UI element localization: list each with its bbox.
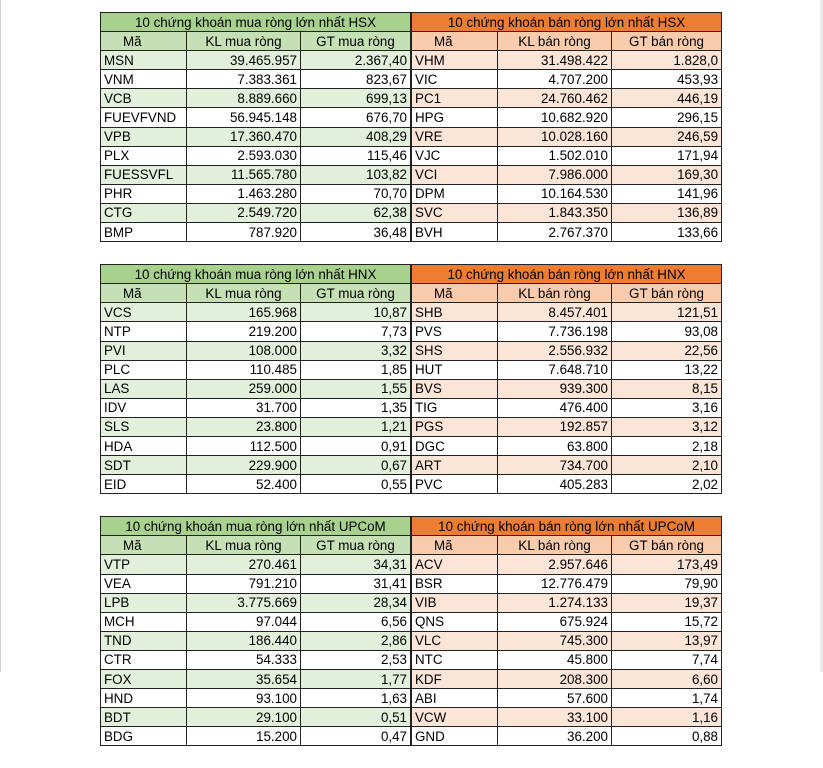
- value-cell: 446,19: [612, 89, 722, 108]
- table-row: [412, 436, 722, 455]
- table-row: [412, 165, 722, 184]
- table-row: [412, 398, 722, 417]
- stock-code-cell: VCW: [412, 708, 498, 727]
- volume-cell: 52.400: [187, 475, 301, 494]
- volume-cell: 93.100: [187, 689, 301, 708]
- volume-cell: 8.457.401: [498, 303, 612, 322]
- value-cell: 115,46: [301, 146, 411, 165]
- stock-code-cell: FUEVFVND: [101, 108, 187, 127]
- stock-code-cell: NTC: [412, 650, 498, 669]
- volume-cell: 2.549.720: [187, 203, 301, 222]
- value-cell: 34,31: [301, 555, 411, 574]
- stock-code-cell: VIB: [412, 593, 498, 612]
- value-cell: 13,97: [612, 631, 722, 650]
- stock-code-cell: MCH: [101, 612, 187, 631]
- volume-cell: 35.654: [187, 670, 301, 689]
- stock-code-cell: VCB: [101, 89, 187, 108]
- stock-code-cell: VCI: [412, 165, 498, 184]
- value-cell: 0,55: [301, 475, 411, 494]
- volume-cell: 36.200: [498, 727, 612, 746]
- buy-table-title: 10 chứng khoán mua ròng lớn nhất HSX: [101, 13, 411, 32]
- value-cell: 173,49: [612, 555, 722, 574]
- table-row: [101, 417, 411, 436]
- stock-code-cell: HDA: [101, 436, 187, 455]
- value-cell: 2,53: [301, 650, 411, 669]
- value-cell: 121,51: [612, 303, 722, 322]
- stock-code-cell: SHB: [412, 303, 498, 322]
- value-cell: 79,90: [612, 574, 722, 593]
- table-row: [412, 51, 722, 70]
- volume-cell: 7.986.000: [498, 165, 612, 184]
- volume-cell: 97.044: [187, 612, 301, 631]
- value-cell: 1,35: [301, 398, 411, 417]
- table-row: [412, 360, 722, 379]
- value-column-header: GT mua ròng: [301, 284, 411, 303]
- volume-cell: 10.164.530: [498, 184, 612, 203]
- value-cell: 31,41: [301, 574, 411, 593]
- value-cell: 1,55: [301, 379, 411, 398]
- table-row: [101, 708, 411, 727]
- value-cell: 0,91: [301, 436, 411, 455]
- stock-code-cell: FOX: [101, 670, 187, 689]
- table-row: [412, 650, 722, 669]
- stock-code-cell: PLX: [101, 146, 187, 165]
- volume-cell: 192.857: [498, 417, 612, 436]
- volume-column-header: KL mua ròng: [187, 536, 301, 555]
- column-header-row: [101, 32, 411, 51]
- table-row: [412, 379, 722, 398]
- code-column-header: Mã: [101, 536, 187, 555]
- value-cell: 2.367,40: [301, 51, 411, 70]
- table-row: [412, 417, 722, 436]
- volume-cell: 219.200: [187, 322, 301, 341]
- code-column-header: Mã: [412, 284, 498, 303]
- volume-cell: 2.556.932: [498, 341, 612, 360]
- page-left-border: [0, 0, 1, 672]
- stock-code-cell: VCS: [101, 303, 187, 322]
- value-cell: 246,59: [612, 127, 722, 146]
- column-header-row: [412, 32, 722, 51]
- value-cell: 3,32: [301, 341, 411, 360]
- table-row: [412, 475, 722, 494]
- value-cell: 296,15: [612, 108, 722, 127]
- stock-code-cell: PGS: [412, 417, 498, 436]
- table-row: [101, 398, 411, 417]
- volume-cell: 208.300: [498, 670, 612, 689]
- value-cell: 6,56: [301, 612, 411, 631]
- value-cell: 169,30: [612, 165, 722, 184]
- value-cell: 19,37: [612, 593, 722, 612]
- volume-cell: 11.565.780: [187, 165, 301, 184]
- stock-code-cell: ART: [412, 456, 498, 475]
- table-row: [412, 689, 722, 708]
- volume-cell: 229.900: [187, 456, 301, 475]
- volume-cell: 1.274.133: [498, 593, 612, 612]
- table-row: [101, 184, 411, 203]
- stock-code-cell: BDG: [101, 727, 187, 746]
- table-row: [101, 303, 411, 322]
- value-cell: 141,96: [612, 184, 722, 203]
- stock-code-cell: FUESSVFL: [101, 165, 187, 184]
- buy-table-title: 10 chứng khoán mua ròng lớn nhất UPCoM: [101, 517, 411, 536]
- table-row: [412, 184, 722, 203]
- volume-cell: 270.461: [187, 555, 301, 574]
- volume-cell: 476.400: [498, 398, 612, 417]
- volume-column-header: KL bán ròng: [498, 536, 612, 555]
- table-row: [101, 322, 411, 341]
- value-cell: 1,16: [612, 708, 722, 727]
- volume-cell: 45.800: [498, 650, 612, 669]
- table-row: [101, 146, 411, 165]
- table-row: [412, 127, 722, 146]
- table-row: [101, 89, 411, 108]
- stock-code-cell: QNS: [412, 612, 498, 631]
- table-row: [412, 341, 722, 360]
- value-cell: 70,70: [301, 184, 411, 203]
- stock-code-cell: KDF: [412, 670, 498, 689]
- stock-code-cell: MSN: [101, 51, 187, 70]
- volume-cell: 2.593.030: [187, 146, 301, 165]
- stock-code-cell: CTR: [101, 650, 187, 669]
- value-cell: 103,82: [301, 165, 411, 184]
- value-cell: 15,72: [612, 612, 722, 631]
- table-row: [412, 223, 722, 242]
- volume-cell: 7.736.198: [498, 322, 612, 341]
- stock-code-cell: SVC: [412, 203, 498, 222]
- stock-code-cell: VPB: [101, 127, 187, 146]
- volume-cell: 8.889.660: [187, 89, 301, 108]
- volume-cell: 39.465.957: [187, 51, 301, 70]
- value-cell: 0,88: [612, 727, 722, 746]
- volume-cell: 675.924: [498, 612, 612, 631]
- stock-code-cell: BSR: [412, 574, 498, 593]
- table-row: [412, 593, 722, 612]
- hnx-buy-table: [100, 264, 411, 494]
- value-cell: 133,66: [612, 223, 722, 242]
- volume-cell: 12.776.479: [498, 574, 612, 593]
- volume-cell: 112.500: [187, 436, 301, 455]
- buy-table-title: 10 chứng khoán mua ròng lớn nhất HNX: [101, 265, 411, 284]
- table-row: [101, 360, 411, 379]
- value-cell: 823,67: [301, 70, 411, 89]
- stock-code-cell: SHS: [412, 341, 498, 360]
- value-cell: 0,67: [301, 456, 411, 475]
- table-row: [101, 127, 411, 146]
- stock-code-cell: HUT: [412, 360, 498, 379]
- table-row: [412, 322, 722, 341]
- volume-cell: 63.800: [498, 436, 612, 455]
- volume-cell: 405.283: [498, 475, 612, 494]
- stock-code-cell: BDT: [101, 708, 187, 727]
- stock-code-cell: BVH: [412, 223, 498, 242]
- value-cell: 3,16: [612, 398, 722, 417]
- value-cell: 62,38: [301, 203, 411, 222]
- volume-cell: 108.000: [187, 341, 301, 360]
- value-cell: 28,34: [301, 593, 411, 612]
- stock-code-cell: VRE: [412, 127, 498, 146]
- volume-cell: 17.360.470: [187, 127, 301, 146]
- value-cell: 3,12: [612, 417, 722, 436]
- stock-code-cell: GND: [412, 727, 498, 746]
- volume-column-header: KL bán ròng: [498, 284, 612, 303]
- column-header-row: [412, 284, 722, 303]
- hsx-section: [100, 12, 720, 242]
- value-cell: 676,70: [301, 108, 411, 127]
- volume-cell: 10.682.920: [498, 108, 612, 127]
- stock-code-cell: VJC: [412, 146, 498, 165]
- code-column-header: Mã: [101, 284, 187, 303]
- table-row: [101, 555, 411, 574]
- table-row: [101, 51, 411, 70]
- value-cell: 8,15: [612, 379, 722, 398]
- stock-code-cell: SDT: [101, 456, 187, 475]
- table-row: [101, 203, 411, 222]
- stock-code-cell: IDV: [101, 398, 187, 417]
- volume-cell: 23.800: [187, 417, 301, 436]
- table-row: [101, 341, 411, 360]
- value-cell: 13,22: [612, 360, 722, 379]
- value-cell: 1,21: [301, 417, 411, 436]
- value-cell: 2,10: [612, 456, 722, 475]
- code-column-header: Mã: [412, 32, 498, 51]
- stock-code-cell: EID: [101, 475, 187, 494]
- upcom-section: [100, 516, 720, 746]
- stock-code-cell: VHM: [412, 51, 498, 70]
- volume-cell: 259.000: [187, 379, 301, 398]
- volume-column-header: KL mua ròng: [187, 284, 301, 303]
- table-row: [412, 612, 722, 631]
- volume-cell: 1.502.010: [498, 146, 612, 165]
- value-cell: 93,08: [612, 322, 722, 341]
- volume-cell: 24.760.462: [498, 89, 612, 108]
- table-row: [412, 574, 722, 593]
- stock-code-cell: VIC: [412, 70, 498, 89]
- volume-cell: 2.767.370: [498, 223, 612, 242]
- value-column-header: GT bán ròng: [612, 32, 722, 51]
- volume-cell: 186.440: [187, 631, 301, 650]
- value-cell: 408,29: [301, 127, 411, 146]
- document-page: [100, 12, 720, 768]
- volume-cell: 1.843.350: [498, 203, 612, 222]
- table-row: [101, 612, 411, 631]
- table-row: [101, 165, 411, 184]
- value-cell: 10,87: [301, 303, 411, 322]
- volume-cell: 734.700: [498, 456, 612, 475]
- volume-cell: 939.300: [498, 379, 612, 398]
- stock-code-cell: CTG: [101, 203, 187, 222]
- volume-cell: 791.210: [187, 574, 301, 593]
- stock-code-cell: NTP: [101, 322, 187, 341]
- stock-code-cell: SLS: [101, 417, 187, 436]
- volume-cell: 165.968: [187, 303, 301, 322]
- volume-cell: 7.383.361: [187, 70, 301, 89]
- hsx-sell-table: [411, 12, 722, 242]
- stock-code-cell: LAS: [101, 379, 187, 398]
- table-row: [412, 89, 722, 108]
- value-cell: 7,74: [612, 650, 722, 669]
- hnx-sell-table: [411, 264, 722, 494]
- value-cell: 171,94: [612, 146, 722, 165]
- value-cell: 0,47: [301, 727, 411, 746]
- sell-table-title: 10 chứng khoán bán ròng lớn nhất UPCoM: [412, 517, 722, 536]
- table-row: [101, 379, 411, 398]
- table-row: [101, 727, 411, 746]
- volume-cell: 2.957.646: [498, 555, 612, 574]
- code-column-header: Mã: [412, 536, 498, 555]
- stock-code-cell: TND: [101, 631, 187, 650]
- volume-cell: 31.498.422: [498, 51, 612, 70]
- stock-code-cell: PHR: [101, 184, 187, 203]
- table-row: [412, 303, 722, 322]
- volume-cell: 56.945.148: [187, 108, 301, 127]
- code-column-header: Mã: [101, 32, 187, 51]
- stock-code-cell: PVI: [101, 341, 187, 360]
- table-row: [101, 631, 411, 650]
- stock-code-cell: PVC: [412, 475, 498, 494]
- volume-column-header: KL bán ròng: [498, 32, 612, 51]
- value-cell: 6,60: [612, 670, 722, 689]
- column-header-row: [101, 536, 411, 555]
- value-cell: 1,74: [612, 689, 722, 708]
- table-row: [412, 670, 722, 689]
- stock-code-cell: BVS: [412, 379, 498, 398]
- stock-code-cell: BMP: [101, 223, 187, 242]
- volume-cell: 1.463.280: [187, 184, 301, 203]
- value-cell: 7,73: [301, 322, 411, 341]
- table-row: [101, 593, 411, 612]
- value-cell: 2,86: [301, 631, 411, 650]
- stock-code-cell: DPM: [412, 184, 498, 203]
- volume-cell: 4.707.200: [498, 70, 612, 89]
- value-cell: 1,63: [301, 689, 411, 708]
- stock-code-cell: VNM: [101, 70, 187, 89]
- volume-cell: 10.028.160: [498, 127, 612, 146]
- value-cell: 1.828,0: [612, 51, 722, 70]
- stock-code-cell: TIG: [412, 398, 498, 417]
- table-row: [101, 475, 411, 494]
- stock-code-cell: HND: [101, 689, 187, 708]
- table-row: [101, 223, 411, 242]
- stock-code-cell: PLC: [101, 360, 187, 379]
- volume-cell: 110.485: [187, 360, 301, 379]
- value-cell: 1,77: [301, 670, 411, 689]
- stock-code-cell: HPG: [412, 108, 498, 127]
- table-row: [101, 670, 411, 689]
- table-row: [101, 689, 411, 708]
- table-row: [412, 146, 722, 165]
- stock-code-cell: VLC: [412, 631, 498, 650]
- value-cell: 1,85: [301, 360, 411, 379]
- volume-cell: 33.100: [498, 708, 612, 727]
- table-row: [412, 727, 722, 746]
- volume-cell: 31.700: [187, 398, 301, 417]
- table-row: [412, 456, 722, 475]
- stock-code-cell: PC1: [412, 89, 498, 108]
- stock-code-cell: LPB: [101, 593, 187, 612]
- hsx-buy-table: [100, 12, 411, 242]
- table-row: [412, 631, 722, 650]
- stock-code-cell: PVS: [412, 322, 498, 341]
- table-row: [101, 574, 411, 593]
- volume-cell: 3.775.669: [187, 593, 301, 612]
- volume-column-header: KL mua ròng: [187, 32, 301, 51]
- value-cell: 0,51: [301, 708, 411, 727]
- sell-table-title: 10 chứng khoán bán ròng lớn nhất HSX: [412, 13, 722, 32]
- value-cell: 2,02: [612, 475, 722, 494]
- table-row: [412, 555, 722, 574]
- table-row: [101, 650, 411, 669]
- value-cell: 36,48: [301, 223, 411, 242]
- volume-cell: 7.648.710: [498, 360, 612, 379]
- stock-code-cell: ABI: [412, 689, 498, 708]
- value-cell: 136,89: [612, 203, 722, 222]
- upcom-buy-table: [100, 516, 411, 746]
- sell-table-title: 10 chứng khoán bán ròng lớn nhất HNX: [412, 265, 722, 284]
- value-column-header: GT bán ròng: [612, 536, 722, 555]
- volume-cell: 54.333: [187, 650, 301, 669]
- value-cell: 699,13: [301, 89, 411, 108]
- table-row: [101, 456, 411, 475]
- upcom-sell-table: [411, 516, 722, 746]
- stock-code-cell: DGC: [412, 436, 498, 455]
- volume-cell: 57.600: [498, 689, 612, 708]
- stock-code-cell: VEA: [101, 574, 187, 593]
- value-column-header: GT mua ròng: [301, 32, 411, 51]
- table-row: [101, 436, 411, 455]
- volume-cell: 787.920: [187, 223, 301, 242]
- value-column-header: GT mua ròng: [301, 536, 411, 555]
- column-header-row: [412, 536, 722, 555]
- table-row: [101, 108, 411, 127]
- stock-code-cell: VTP: [101, 555, 187, 574]
- value-cell: 22,56: [612, 341, 722, 360]
- hnx-section: [100, 264, 720, 494]
- table-row: [412, 70, 722, 89]
- volume-cell: 29.100: [187, 708, 301, 727]
- volume-cell: 745.300: [498, 631, 612, 650]
- table-row: [412, 203, 722, 222]
- table-row: [101, 70, 411, 89]
- value-cell: 453,93: [612, 70, 722, 89]
- table-row: [412, 108, 722, 127]
- volume-cell: 15.200: [187, 727, 301, 746]
- value-column-header: GT bán ròng: [612, 284, 722, 303]
- stock-code-cell: ACV: [412, 555, 498, 574]
- column-header-row: [101, 284, 411, 303]
- table-row: [412, 708, 722, 727]
- value-cell: 2,18: [612, 436, 722, 455]
